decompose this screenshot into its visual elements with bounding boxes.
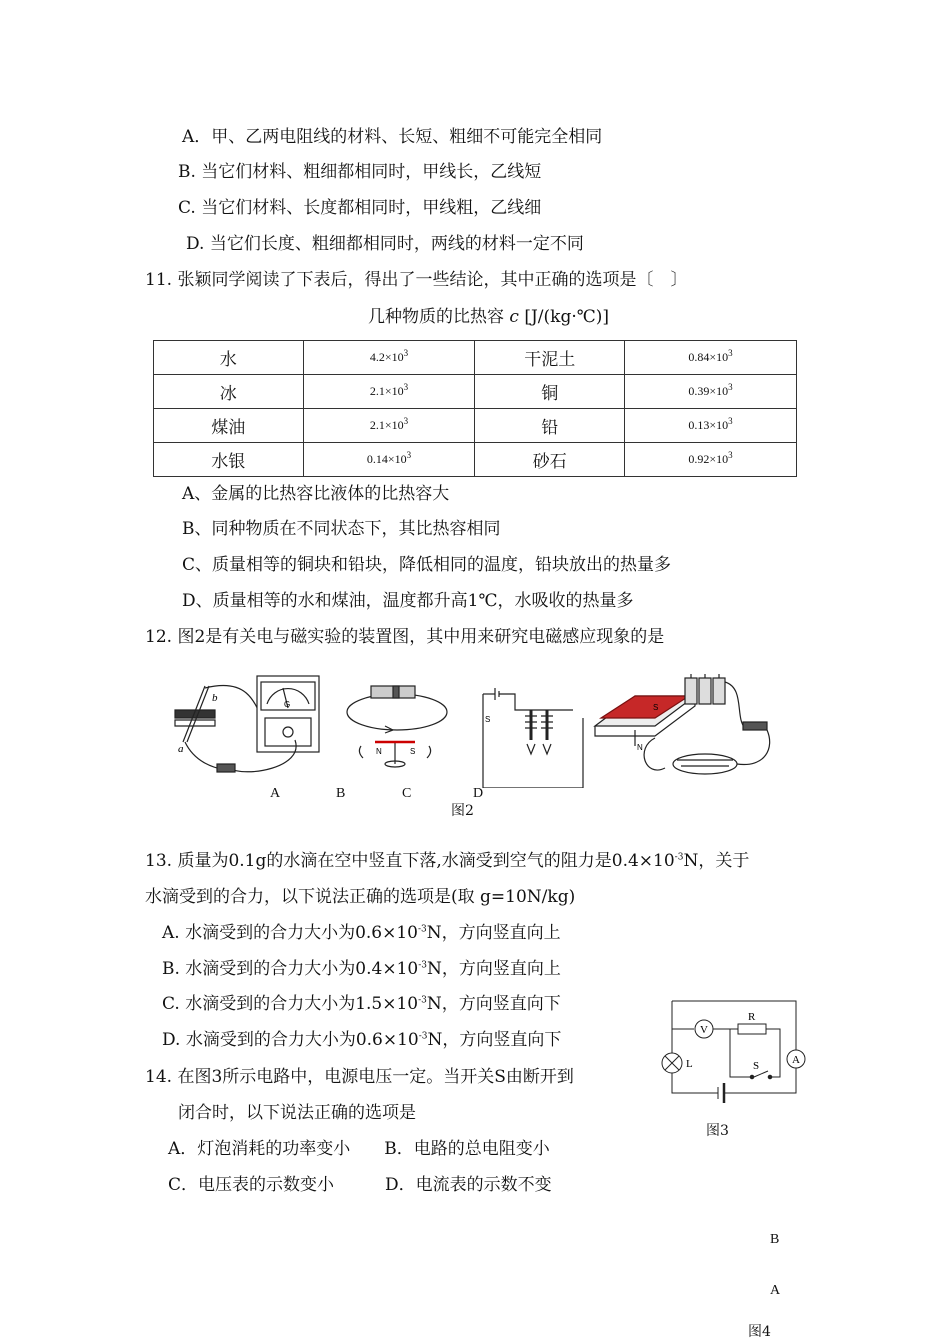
q13-option-a: A. 水滴受到的合力大小为$0.6\times 10^{-3}N$，方向竖直向上 (162, 923, 561, 943)
apparatus-c (483, 688, 583, 788)
q10-option-c: C. 当它们材料、长度都相同时，甲线粗，乙线细 (178, 198, 542, 218)
q11-stem: 11. 张颖同学阅读了下表后，得出了一些结论，其中正确的选项是〔 〕 (145, 270, 688, 290)
apparatus-a (175, 676, 319, 772)
q10-option-a: A．甲、乙两电阻线的材料、长短、粗细不可能完全相同 (182, 127, 603, 147)
table-row: 煤油 $2.1\times 10^3$ 铅 $0.13\times 10^3$ (154, 409, 797, 443)
lamp-label: L (686, 1058, 693, 1070)
figure-3-caption: 图3 (706, 1123, 729, 1139)
figure-4-label-a: A (770, 1283, 781, 1298)
q13-option-d: D. 水滴受到的合力大小为$0.6\times 10^{-3}N$，方向竖直向下 (162, 1030, 562, 1050)
q13-option-b: B. 水滴受到的合力大小为$0.4\times 10^{-3}N$，方向竖直向上 (162, 959, 561, 979)
q14-stem-line1: 14. 在图3所示电路中，电源电压一定。当开关S由断开到 (145, 1067, 574, 1087)
specific-heat-table (153, 340, 797, 477)
figure-3-circuit (658, 995, 808, 1115)
label-wire-b: b (212, 692, 218, 704)
switch-label: S (753, 1060, 760, 1072)
q13-stem-line1: 13. 质量为0.1g的水滴在空中竖直下落,水滴受到空气的阻力是$0.4\times 10^{-3}N$，关于 (145, 851, 750, 871)
figure-2-label-b: B (336, 786, 346, 801)
table-row: 水 $4.2\times 10^3$ 干泥土 $0.84\times 10^3$ (154, 341, 797, 375)
q10-option-b: B. 当它们材料、粗细都相同时，甲线长，乙线短 (178, 162, 542, 182)
switch-s-label: S (485, 715, 491, 724)
needle-n-label: N (376, 747, 382, 756)
figure-4-label-b: B (770, 1232, 780, 1247)
q14-options-row1: A．灯泡消耗的功率变小 B．电路的总电阻变小 (168, 1139, 550, 1159)
label-wire-a: a (178, 743, 184, 755)
apparatus-b (347, 686, 447, 767)
q13-stem-line2: 水滴受到的合力，以下说法正确的选项是(取 g=10N/kg) (145, 887, 576, 907)
q14-options-row2: C．电压表的示数变小 D．电流表的示数不变 (168, 1175, 552, 1195)
resistor-label: R (748, 1011, 756, 1023)
apparatus-d (595, 674, 770, 774)
q11-option-b: B、同种物质在不同状态下，其比热容相同 (182, 519, 501, 539)
label-galvanometer: G (284, 700, 291, 709)
ammeter-label: A (792, 1054, 800, 1066)
figure-2-caption: 图2 (451, 803, 474, 819)
needle-s-label: S (410, 747, 416, 756)
q13-option-c: C. 水滴受到的合力大小为$1.5\times 10^{-3}N$，方向竖直向下 (162, 994, 561, 1014)
q14-stem-line2: 闭合时，以下说法正确的选项是 (178, 1103, 416, 1123)
table-row: 冰 $2.1\times 10^3$ 铜 $0.39\times 10^3$ (154, 375, 797, 409)
figure-2-apparatus (165, 668, 785, 788)
figure-4-caption: 图4 (748, 1324, 771, 1340)
q10-option-d: D. 当它们长度、粗细都相同时，两线的材料一定不同 (186, 234, 584, 254)
figure-2-label-c: C (402, 786, 412, 801)
q12-stem: 12. 图2是有关电与磁实验的装置图，其中用来研究电磁感应现象的是 (145, 627, 665, 647)
q11-option-c: C、质量相等的铜块和铅块，降低相同的温度，铅块放出的热量多 (182, 555, 672, 575)
q11-option-a: A、金属的比热容比液体的比热容大 (182, 484, 450, 504)
figure-2-label-a: A (270, 786, 281, 801)
figure-2-label-d: D (473, 786, 484, 801)
q11-option-d: D、质量相等的水和煤油，温度都升高1℃，水吸收的热量多 (182, 591, 634, 611)
voltmeter-label: V (700, 1024, 708, 1036)
q11-table-title: 几种物质的比热容 c [J/(kg·℃)] (368, 307, 610, 327)
table-row: 水银 $0.14\times 10^3$ 砂石 $0.92\times 10^3$ (154, 443, 797, 477)
magnet-n-label: N (637, 743, 643, 752)
magnet-s-label: S (653, 703, 659, 712)
